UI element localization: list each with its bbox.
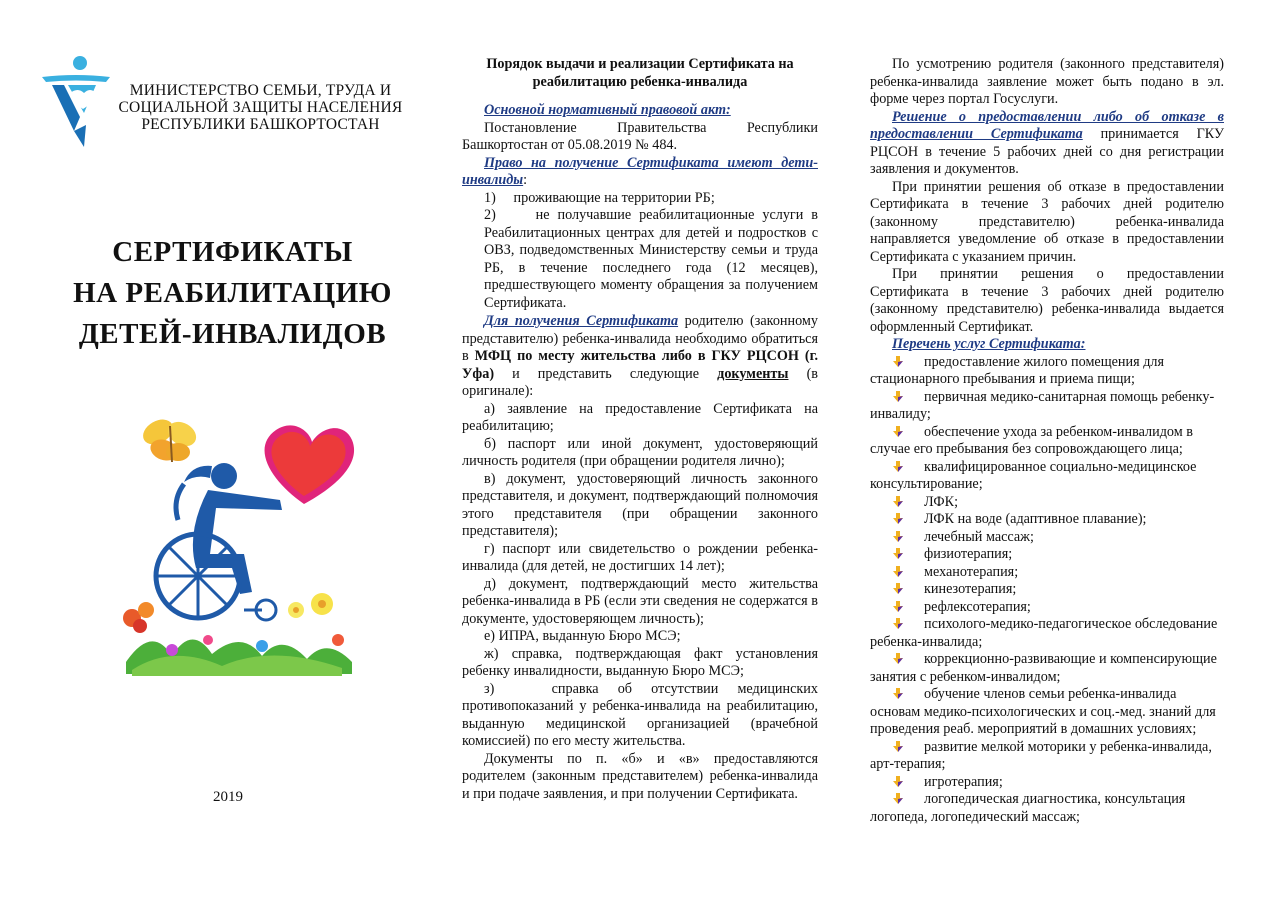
apply-heading: Для получения Сертификата: [484, 313, 679, 329]
document-item: е) ИПРА, выданную Бюро МСЭ;: [484, 628, 681, 644]
service-item-label: психолого-медико-педагогическое обследование ребенка-инвалида;: [870, 616, 1218, 650]
arrow-bullet-icon: [892, 566, 904, 578]
document-item: г) паспорт или свидетельство о рождении ребенка-инвалида (для детей, не достигших 14 лет);: [462, 540, 818, 574]
title-line: СЕРТИФИКАТЫ: [112, 236, 353, 268]
arrow-bullet-icon: [892, 513, 904, 525]
ministry-line: МИНИСТЕРСТВО СЕМЬИ, ТРУДА И: [129, 82, 392, 99]
service-item: [870, 424, 1224, 459]
decision-paragraph: [870, 109, 1224, 179]
flowers-grass-decoration: [123, 593, 352, 676]
service-item-label: логопедическая диагностика, консультация логопеда, логопедический массаж;: [870, 791, 1186, 825]
child-figure: [176, 463, 282, 594]
service-item-label: ЛФК на воде (адаптивное плавание);: [924, 511, 1147, 527]
document-item: в) документ, удостоверяющий личность законного представителя, и документ, подтверждающий полномочия этого представителя (при обращении законного представителя);: [462, 470, 818, 539]
apply-paragraph: [462, 313, 818, 401]
apply-text: (в оригинале):: [462, 365, 818, 399]
legal-act-text: Постановление Правительства Республики Башкортостан от 05.08.2019 № 484.: [462, 119, 818, 153]
title-line: ДЕТЕЙ-ИНВАЛИДОВ: [78, 318, 387, 350]
service-item-label: предоставление жилого помещения для стационарного пребывания и приема пищи;: [870, 353, 1165, 387]
service-item: [870, 389, 1224, 424]
ministry-name: [118, 82, 403, 133]
service-item: [870, 546, 1224, 564]
service-item: [870, 791, 1224, 826]
arrow-bullet-icon: [892, 776, 904, 788]
service-item: [870, 739, 1224, 774]
arrow-bullet-icon: [892, 461, 904, 473]
page-title: [40, 232, 425, 355]
procedure-panel: [462, 56, 818, 803]
arrow-bullet-icon: [892, 426, 904, 438]
service-item: [870, 686, 1224, 739]
service-item: [870, 529, 1224, 547]
service-item: [870, 599, 1224, 617]
arrow-bullet-icon: [892, 496, 904, 508]
service-item: [870, 459, 1224, 494]
apply-text: родителю (законному представителю) ребенка-инвалида необходимо обратиться в: [462, 313, 818, 364]
document-item: д) документ, подтверждающий место жительства ребенка-инвалида в РБ (если эти сведения не содержатся в документе, удостоверяющем личность);: [462, 575, 818, 627]
service-item-label: лечебный массаж;: [924, 528, 1034, 545]
services-list: [870, 354, 1224, 827]
apply-text: и представить следующие: [494, 365, 718, 382]
service-item: [870, 511, 1224, 529]
procedure-title: Порядок выдачи и реализации Сертификата на реабилитацию ребенка-инвалида: [486, 56, 794, 90]
eligibility-heading: Право на получение Сертификата имеют дети-инвалиды: [462, 154, 818, 188]
service-item-label: ЛФК;: [924, 493, 959, 510]
apply-place: МФЦ по месту жительства либо в ГКУ РЦСОН (г. Уфа): [462, 348, 818, 382]
service-item: [870, 616, 1224, 651]
apply-documents-word: документы: [717, 365, 789, 382]
service-item: [870, 651, 1224, 686]
service-item: [870, 354, 1224, 389]
service-item-label: рефлексотерапия;: [924, 598, 1031, 615]
decision-services-panel: [870, 56, 1224, 826]
service-item-label: механотерапия;: [924, 563, 1019, 580]
service-item-label: квалифицированное социально-медицинское консультирование;: [870, 458, 1197, 492]
document-item: а) заявление на предоставление Сертификата на реабилитацию;: [462, 400, 818, 434]
arrow-bullet-icon: [892, 548, 904, 560]
refusal-paragraph: При принятии решения об отказе в предоставлении Сертификата в течение 3 рабочих дней родителю (законному представителю) ребенка-инвалида направляется уведомление об отказе в предоставлении Сертификата с указанием причин.: [870, 178, 1224, 265]
child-wheelchair-heart-illustration: [112, 404, 367, 686]
decision-text: принимается ГКУ РЦСОН в течение 5 рабочих дней со дня регистрации заявления и документов.: [870, 126, 1224, 177]
service-item: [870, 581, 1224, 599]
arrow-bullet-icon: [892, 583, 904, 595]
service-item-label: обеспечение ухода за ребенком-инвалидом в случае его пребывания без сопровождающего лица;: [870, 423, 1193, 457]
title-line: НА РЕАБИЛИТАЦИЮ: [73, 277, 392, 309]
arrow-bullet-icon: [892, 793, 904, 805]
ministry-logo-icon: [40, 55, 112, 147]
service-item-label: игротерапия;: [924, 773, 1003, 790]
eligibility-item: 1) проживающие на территории РБ;: [484, 189, 715, 206]
legal-act-heading: Основной нормативный правовой акт:: [484, 102, 731, 118]
document-item: б) паспорт или иной документ, удостоверяющий личность родителя (при обращении родителя лично);: [462, 435, 818, 469]
ministry-line: СОЦИАЛЬНОЙ ЗАЩИТЫ НАСЕЛЕНИЯ: [118, 99, 403, 116]
arrow-bullet-icon: [892, 531, 904, 543]
ministry-line: РЕСПУБЛИКИ БАШКОРТОСТАН: [141, 116, 380, 133]
service-item-label: развитие мелкой моторики у ребенка-инвалида, арт-терапия;: [870, 738, 1212, 772]
document-item: з) справка об отсутствии медицинских противопоказаний у ребенка-инвалида на реабилитацию, выданную медицинской организацией (врачебной комиссией) по его месту жительства.: [462, 680, 818, 749]
service-item: [870, 494, 1224, 512]
arrow-bullet-icon: [892, 741, 904, 753]
decision-heading: Решение о предоставлении либо об отказе в предоставлении Сертификата: [870, 108, 1224, 142]
service-item: [870, 564, 1224, 582]
arrow-bullet-icon: [892, 391, 904, 403]
cover-panel: [0, 0, 440, 905]
arrow-bullet-icon: [892, 618, 904, 630]
publication-year: 2019: [213, 789, 243, 805]
gosuslugi-note: По усмотрению родителя (законного представителя) ребенка-инвалида заявление может быть подано в эл. форме через портал Госуслуги.: [870, 56, 1224, 107]
document-item: ж) справка, подтверждающая факт установления ребенку инвалидности, выданную Бюро МСЭ;: [462, 645, 818, 679]
service-item-label: коррекционно-развивающие и компенсирующие занятия с ребенком-инвалидом;: [870, 651, 1217, 685]
grant-paragraph: При принятии решения о предоставлении Сертификата в течение 3 рабочих дней родителю (законному представителю) ребенка-инвалида выдается оформленный Сертификат.: [870, 266, 1224, 335]
service-item-label: физиотерапия;: [924, 546, 1013, 562]
service-item-label: обучение членов семьи ребенка-инвалида основам медико-психологических и соц.-мед. знаний для проведения реаб. мероприятий в домашних условиях;: [870, 686, 1216, 737]
eligibility-heading-colon: :: [523, 172, 528, 188]
documents-note: Документы по п. «б» и «в» предоставляются родителем (законным представителем) ребенка-инвалида и при подаче заявления, и при получении Сертификата.: [462, 750, 818, 802]
arrow-bullet-icon: [892, 601, 904, 613]
arrow-bullet-icon: [892, 688, 904, 700]
arrow-bullet-icon: [892, 356, 904, 368]
wheelchair-icon: [156, 534, 276, 620]
eligibility-item: 2) не получавшие реабилитационные услуги в Реабилитационных центрах для детей и подростков с ОВЗ, подведомственных Министерству семьи и труда РБ, в течение последнего года (12 месяцев), предшествующего моменту обращения за получением Сертификата.: [484, 207, 818, 311]
service-item-label: первичная медико-санитарная помощь ребенку-инвалиду;: [870, 388, 1215, 422]
service-item-label: кинезотерапия;: [924, 581, 1017, 597]
services-heading: Перечень услуг Сертификата:: [892, 336, 1086, 352]
service-item: [870, 774, 1224, 792]
arrow-bullet-icon: [892, 653, 904, 665]
butterfly-icon: [139, 414, 201, 464]
heart-icon: [265, 425, 355, 504]
